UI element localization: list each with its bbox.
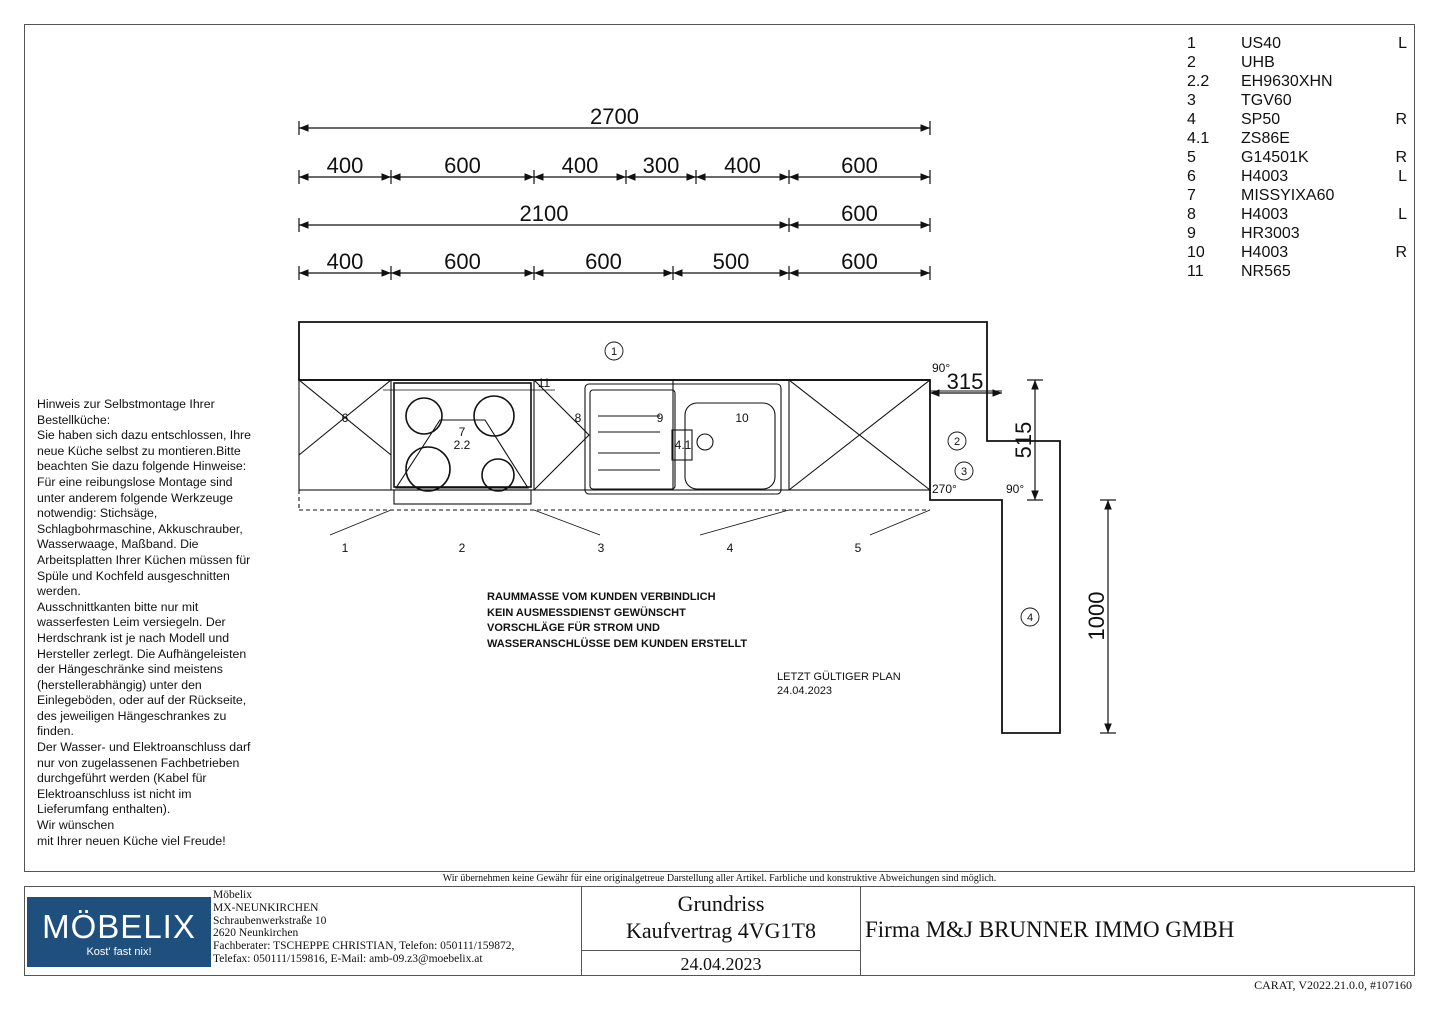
base-cabinets [299,380,930,535]
legend-side: L [1398,168,1407,185]
hint-line: beachten Sie dazu folgende Hinweise: [37,459,247,474]
hint-line: notwendig: Stichsäge, [37,506,158,521]
legend-row [1187,91,1407,110]
title-block [24,886,1415,976]
dimension-label: 515 [1011,421,1036,459]
doc-contract: Kaufvertrag 4VG1T8 [626,918,816,943]
hint-line: mit Ihrer neuen Küche viel Freude! [37,833,226,848]
circled-label-text: 3 [960,466,968,478]
legend-code: TGV60 [1241,92,1292,109]
angle-label: 270° [932,482,957,496]
legend-side: R [1395,111,1407,128]
legend-number: 7 [1187,187,1196,204]
hint-line: Herdschrank ist je nach Modell und [37,630,230,645]
hint-line: Spüle und Kochfeld ausgeschnitten [37,568,230,583]
doc-title: Grundriss [677,891,765,916]
legend-side: L [1398,35,1407,52]
legend-number: 6 [1187,168,1196,185]
plan-validity-note [777,671,901,698]
angle-label: 90° [932,361,951,375]
dimension-label: 500 [712,249,750,274]
legend-number: 1 [1187,35,1196,52]
hint-line: Schlagbohrmaschine, Akkuschrauber, [37,521,243,536]
dealer-line: Möbelix [213,889,252,901]
circled-label-text: 1 [610,346,618,358]
hint-line: Elektroanschluss ist nicht im [37,786,192,801]
hint-line: der Hängeschränke sind meistens [37,662,223,677]
cabinet-label: 9 [656,411,664,425]
legend-side: L [1398,206,1407,223]
legend-number: 4.1 [1187,130,1210,147]
hint-line: neue Küche selbst zu montieren.Bitte [37,443,241,458]
legend-row [1187,72,1407,91]
legend-code: NR565 [1241,263,1291,280]
hint-line: Sie haben sich dazu entschlossen, Ihre [37,428,251,443]
measurement-notice [487,590,747,652]
dimension-label: 1000 [1084,591,1109,641]
circled-label [955,462,973,480]
legend-row [1187,167,1407,186]
unit-number: 4 [726,541,734,555]
legend-code: ZS86E [1241,130,1290,147]
circled-label-text: 4 [1026,612,1034,624]
legend-code: MISSYIXA60 [1241,187,1335,204]
notice-line: WASSERANSCHLÜSSE DEM KUNDEN ERSTELLT [487,637,748,650]
logo-brand: MÖBELIX [42,908,196,945]
logo-tagline: Kost' fast nix! [86,946,152,958]
disclaimer: Wir übernehmen keine Gewähr für eine originalgetreue Darstellung aller Artikel. Farbliche und konstruktive Abweichungen sind möglich. [442,873,997,884]
hint-line: nur von zugelassenen Fachbetrieben [37,755,240,770]
plan-note-date: 24.04.2023 [777,684,833,697]
parts-legend [1187,34,1407,281]
cabinet-label: 2.2 [453,438,471,452]
legend-number: 8 [1187,206,1196,223]
dimension-label: 2700 [590,104,639,129]
hint-line: Für eine reibungslose Montage sind [37,474,233,489]
cabinet-label: 7 [458,425,466,439]
plan-note-label: LETZT GÜLTIGER PLAN [777,671,901,683]
hint-line: wasserfesten Leim versiegeln. Der [37,615,226,630]
hint-line: Einlegeböden, oder auf der Rückseite, [37,693,247,708]
legend-row [1187,34,1407,53]
dimension-label: 600 [841,249,878,274]
document-info [581,887,861,975]
dimension-label: 600 [444,153,481,178]
legend-code: H4003 [1241,168,1289,185]
legend-number: 5 [1187,149,1196,166]
dimension-label: 315 [946,369,984,394]
legend-number: 3 [1187,92,1196,109]
legend-row [1187,262,1407,281]
legend-row [1187,53,1407,72]
dealer-info [213,889,514,966]
cabinet-label: 8 [574,411,582,425]
dealer-line: Telefax: 050111/159816, E-Mail: amb-09.z3@moebelix.at [213,952,483,965]
dimension-label: 400 [326,153,364,178]
cabinet-label: 10 [735,411,749,425]
dealer-line: Schraubenwerkstraße 10 [213,914,327,927]
legend-code: H4003 [1241,206,1289,223]
dealer-line: Fachberater: TSCHEPPE CHRISTIAN, Telefon: 050111/159872, [213,940,515,953]
dimension-label: 400 [326,249,364,274]
legend-code: SP50 [1241,111,1281,128]
dimension-label: 400 [724,153,761,178]
customer-name: Firma M&J BRUNNER IMMO GMBH [865,917,1235,942]
hint-line: Lieferumfang enthalten). [37,802,171,817]
unit-number: 2 [458,541,466,555]
moebelix-logo [27,897,211,967]
hint-line: Wasserwaage, Maßband. Die [37,537,199,552]
hint-line: Bestellküche: [37,412,111,427]
hint-line: werden. [37,584,81,599]
legend-number: 4 [1187,111,1196,128]
hint-line: Hersteller zerlegt. Die Aufhängeleisten [37,646,247,661]
legend-side [1389,72,1407,91]
legend-row [1187,224,1407,243]
hint-line: Hinweis zur Selbstmontage Ihrer [37,397,215,411]
hint-line: Arbeitsplatten Ihrer Küchen müssen für [37,552,251,567]
legend-row [1187,205,1407,224]
legend-row [1187,148,1407,167]
legend-code: G14501K [1241,149,1309,166]
doc-date: 24.04.2023 [582,950,860,977]
hint-line: Ausschnittkanten bitte nur mit [37,599,199,614]
legend-row [1187,243,1407,262]
dimension-label: 300 [642,153,680,178]
dimension-label: 600 [841,153,878,178]
legend-row [1187,110,1407,129]
notice-line: KEIN AUSMESSDIENST GEWÜNSCHT [487,606,686,619]
dimension-label: 600 [841,201,878,226]
hint-line: durchgeführt werden (Kabel für [37,771,207,786]
legend-side [1389,53,1407,72]
unit-number: 1 [341,541,349,555]
legend-side [1389,224,1407,243]
legend-number: 2 [1187,54,1196,71]
legend-row [1187,186,1407,205]
cabinet-label: 4.1 [674,438,692,452]
dimension-label: 400 [561,153,599,178]
hint-line: Der Wasser- und Elektroanschluss darf [37,740,251,755]
notice-line: VORSCHLÄGE FÜR STROM UND [487,622,660,635]
notice-line: RAUMMASSE VOM KUNDEN VERBINDLICH [487,591,716,603]
circled-label [605,342,623,360]
legend-code: EH9630XHN [1241,73,1333,90]
legend-number: 2.2 [1187,73,1210,90]
unit-number: 3 [597,541,605,555]
cabinet-label: 6 [341,411,349,425]
circled-label [948,432,966,450]
legend-code: US40 [1241,35,1282,52]
legend-code: UHB [1241,54,1275,71]
legend-side [1389,262,1407,281]
angle-label: 90° [1006,482,1025,496]
legend-number: 11 [1187,263,1204,280]
circled-label [1021,608,1039,626]
hint-line: unter anderem folgende Werkzeuge [37,490,233,505]
legend-side [1389,91,1407,110]
hint-line: Wir wünschen [37,818,115,833]
legend-number: 9 [1187,225,1196,242]
dimension-label: 600 [444,249,481,274]
legend-side: R [1395,244,1407,261]
cabinet-label: 11 [537,376,551,390]
dimension-label: 2100 [519,201,569,226]
legend-code: HR3003 [1241,225,1300,242]
assembly-hint [37,397,262,849]
legend-side [1389,129,1407,148]
hint-line: des jeweiligen Hängeschrankes zu finden. [37,708,227,739]
dealer-line: MX-NEUNKIRCHEN [213,901,319,914]
legend-code: H4003 [1241,244,1289,261]
dimension-label: 600 [585,249,622,274]
legend-number: 10 [1187,244,1205,261]
version-info: CARAT, V2022.21.0.0, #107160 [1254,978,1412,992]
legend-side [1389,186,1407,205]
hint-line: (herstellerabhängig) unter den [37,677,202,692]
legend-row [1187,129,1407,148]
dealer-line: 2620 Neunkirchen [213,927,299,940]
legend-side: R [1395,149,1407,166]
circled-label-text: 2 [953,436,961,448]
unit-number: 5 [854,541,862,555]
